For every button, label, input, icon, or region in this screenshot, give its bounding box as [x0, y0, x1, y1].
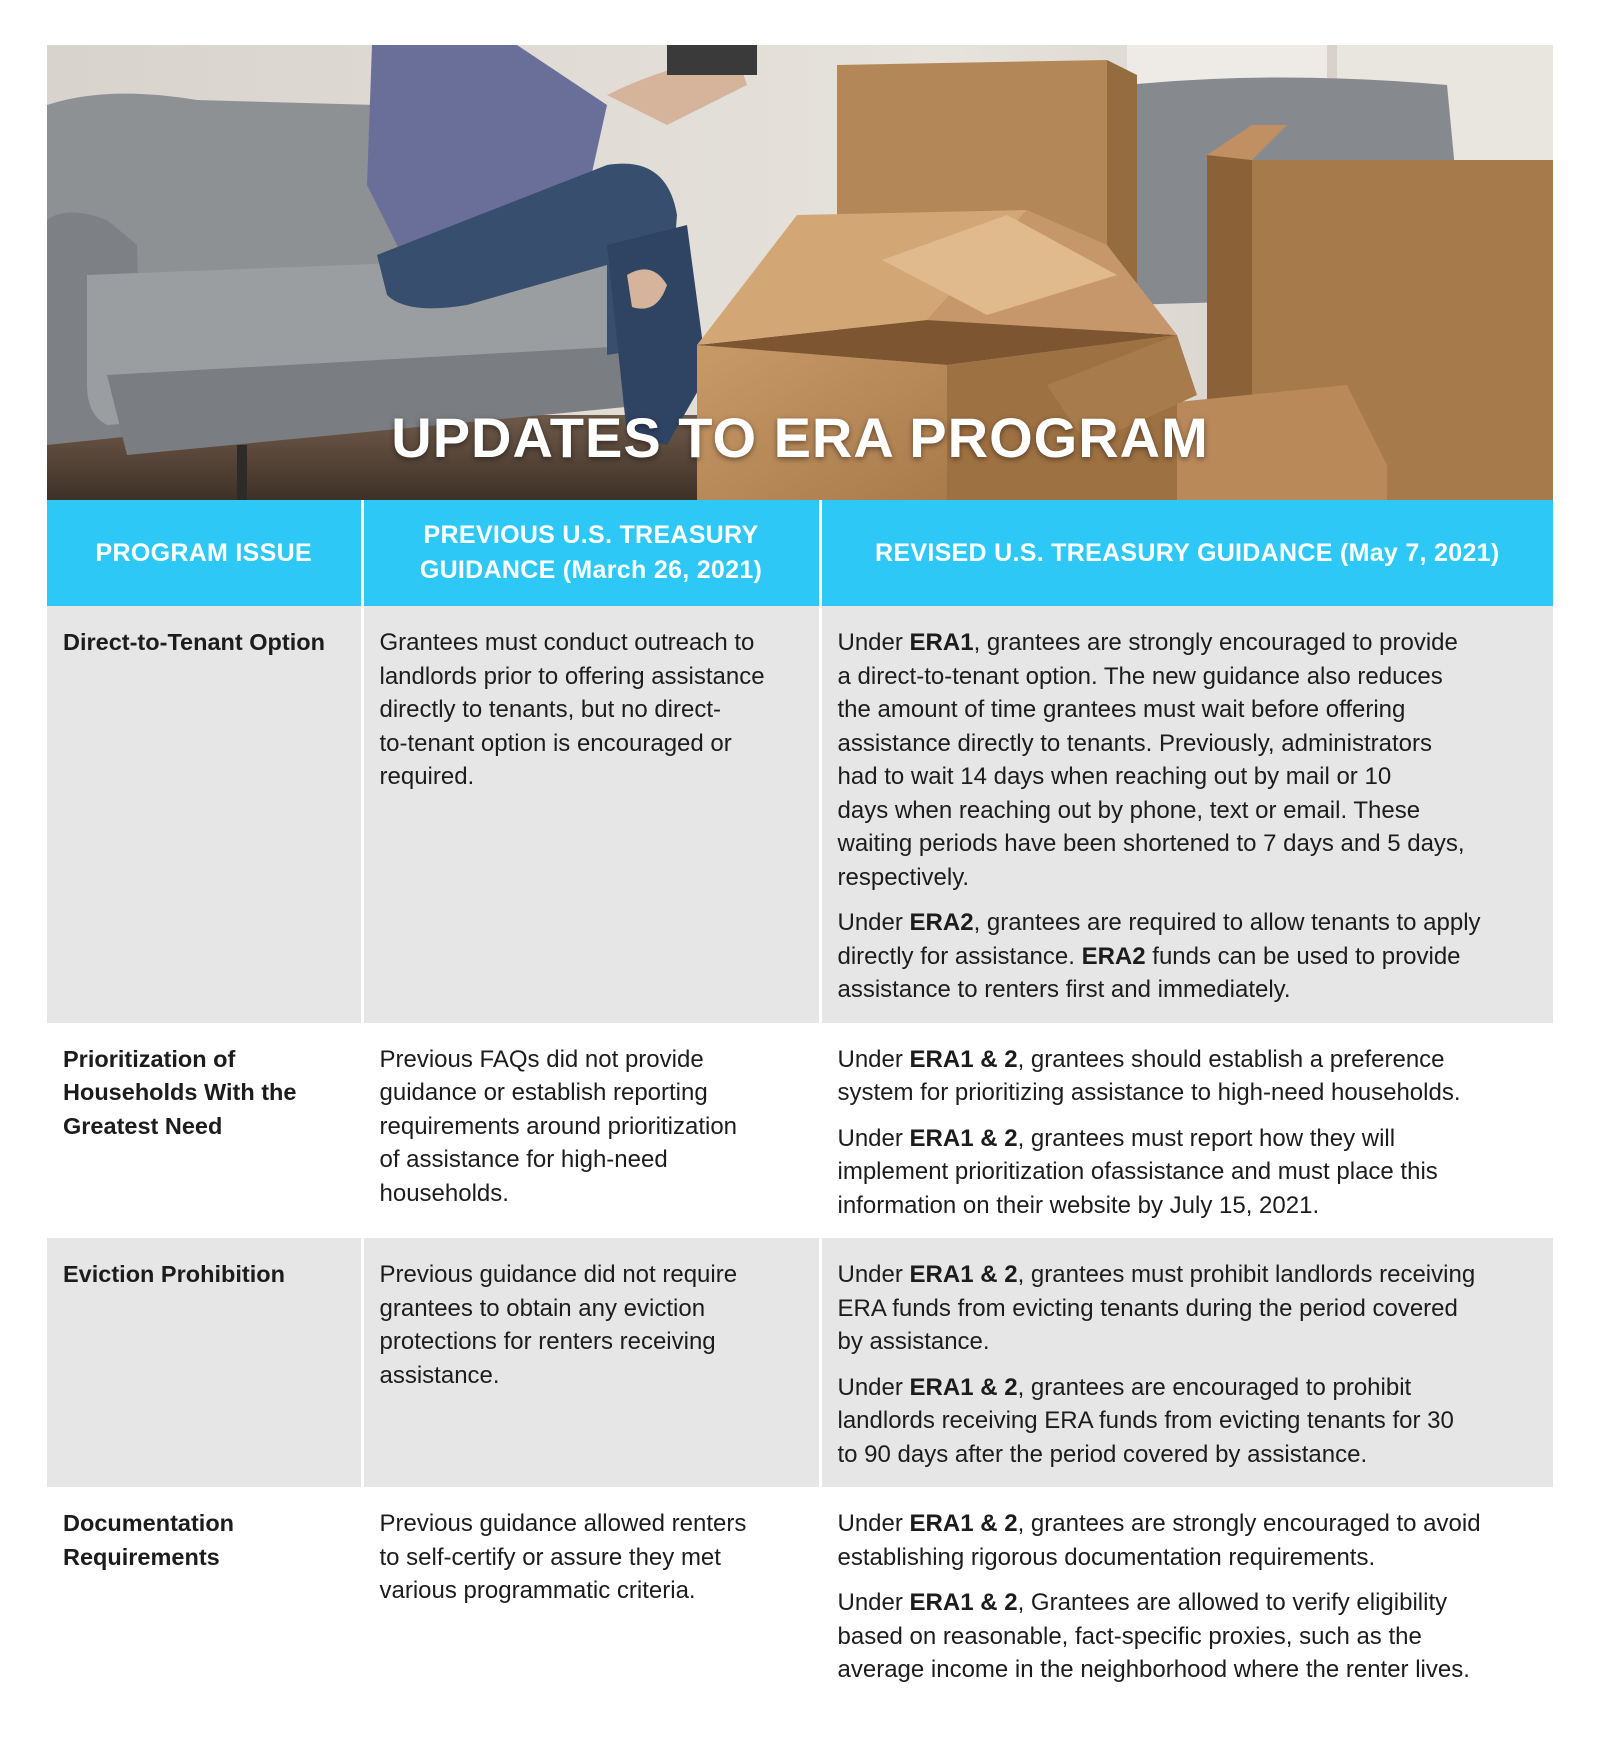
revised-guidance-cell [820, 1023, 1553, 1239]
program-name-emphasis: ERA2 [1081, 942, 1146, 970]
guidance-text: Under [837, 1124, 910, 1152]
previous-guidance-line: requirements around prioritization [379, 1112, 738, 1140]
guidance-text: to 90 days after the period covered by assistance. [837, 1440, 1368, 1468]
previous-guidance-line: guidance or establish reporting [379, 1079, 708, 1106]
guidance-text: had to wait 14 days when reaching out by mail or 10 [837, 763, 1392, 790]
revised-guidance-line [838, 794, 1538, 828]
guidance-text: waiting periods have been shortened to 7 days and 5 days, [837, 830, 1465, 857]
program-issue-line: Direct-to-Tenant Option [63, 629, 325, 655]
revised-guidance-line [838, 1076, 1538, 1110]
guidance-text: , grantees are strongly encouraged to provide [973, 629, 1458, 656]
guidance-text: a direct-to-tenant option. The new guidance also reduces [837, 662, 1443, 690]
header-line: GUIDANCE (March 26, 2021) [419, 556, 763, 584]
guidance-text: landlords receiving ERA funds from evicting tenants for 30 [837, 1407, 1454, 1434]
revised-guidance-paragraph [838, 1043, 1538, 1110]
revised-guidance-line [838, 626, 1538, 660]
revised-guidance-paragraph [838, 1258, 1538, 1359]
guidance-text: , grantees must prohibit landlords receiving [1017, 1261, 1476, 1288]
guidance-text: , grantees are strongly encouraged to avoid [1017, 1510, 1481, 1537]
program-issue-line: Greatest Need [63, 1112, 223, 1139]
program-issue-line: Documentation [63, 1510, 235, 1536]
revised-guidance-line [838, 693, 1538, 727]
previous-guidance-line: Previous FAQs did not provide [379, 1045, 704, 1073]
guidance-text: Under [837, 1261, 910, 1288]
revised-guidance-line [838, 1371, 1538, 1405]
page-title: UPDATES TO ERA PROGRAM [391, 406, 1209, 469]
table-row [47, 606, 1553, 1023]
guidance-text: Under [837, 1589, 910, 1616]
program-issue-cell [47, 1487, 362, 1707]
guidance-text: assistance to renters first and immediately. [837, 976, 1291, 1003]
guidance-text: Under [837, 1373, 910, 1401]
revised-guidance-paragraph [838, 1371, 1538, 1472]
guidance-text: Under [837, 1510, 910, 1537]
previous-guidance-line: protections for renters receiving [379, 1328, 716, 1355]
table-row [47, 1238, 1553, 1487]
revised-guidance-paragraph [838, 1586, 1538, 1687]
header-line: REVISED U.S. TREASURY GUIDANCE (May 7, 2021) [875, 538, 1500, 567]
previous-guidance-line: assistance. [379, 1361, 500, 1389]
program-name-emphasis: ERA1 [909, 629, 974, 656]
revised-guidance-cell [820, 1487, 1553, 1707]
program-name-emphasis: ERA1 & 2 [909, 1045, 1018, 1073]
guidance-text: the amount of time grantees must wait before offering [837, 696, 1406, 723]
revised-guidance-line [838, 1258, 1538, 1292]
previous-guidance-line: Grantees must conduct outreach to [379, 629, 755, 656]
revised-guidance-line [838, 1586, 1538, 1620]
previous-guidance-line: grantees to obtain any eviction [379, 1294, 706, 1322]
program-name-emphasis: ERA1 & 2 [909, 1261, 1018, 1288]
previous-guidance-cell [362, 1238, 820, 1487]
guidance-text: Under [837, 909, 910, 936]
program-issue-cell [47, 606, 362, 1023]
program-name-emphasis: ERA1 & 2 [909, 1373, 1018, 1401]
revised-guidance-cell [820, 1238, 1553, 1487]
previous-guidance-cell [362, 606, 820, 1023]
guidance-text: days when reaching out by phone, text or email. These [837, 796, 1421, 824]
revised-guidance-paragraph [838, 1122, 1538, 1223]
revised-guidance-line [838, 940, 1538, 974]
guidance-text: Under [837, 1045, 910, 1073]
guidance-text: Under [837, 629, 910, 656]
guidance-text: system for prioritizing assistance to high-need households. [837, 1079, 1461, 1106]
guidance-text: ERA funds from evicting tenants during the period covered [837, 1294, 1458, 1322]
revised-guidance-line [838, 1292, 1538, 1326]
revised-guidance-line [838, 660, 1538, 694]
header-line: PROGRAM ISSUE [95, 538, 312, 567]
era-guidance-table [47, 500, 1553, 1707]
guidance-text: , grantees are encouraged to prohibit [1017, 1373, 1412, 1401]
program-issue-line: Eviction Prohibition [63, 1261, 285, 1287]
previous-guidance-line: Previous guidance did not require [379, 1261, 738, 1288]
revised-guidance-line [838, 906, 1538, 940]
revised-guidance-line [838, 827, 1538, 861]
revised-guidance-line [838, 1404, 1538, 1438]
program-issue-cell [47, 1238, 362, 1487]
table-row [47, 1487, 1553, 1707]
revised-guidance-line [838, 861, 1538, 895]
revised-guidance-line [838, 1325, 1538, 1359]
previous-guidance-cell [362, 1023, 820, 1239]
header-line: PREVIOUS U.S. TREASURY [423, 521, 759, 549]
revised-guidance-line [838, 1620, 1538, 1654]
revised-guidance-line [838, 1155, 1538, 1189]
hero-banner [47, 45, 1553, 500]
revised-guidance-cell [820, 606, 1553, 1023]
guidance-text: , Grantees are allowed to verify eligibility [1017, 1589, 1448, 1616]
previous-guidance-line: Previous guidance allowed renters [379, 1510, 747, 1537]
revised-guidance-line [838, 727, 1538, 761]
program-issue-cell [47, 1023, 362, 1239]
program-name-emphasis: ERA1 & 2 [909, 1510, 1018, 1537]
program-issue-line: Prioritization of [63, 1045, 236, 1072]
previous-guidance-line: of assistance for high-need [379, 1146, 668, 1173]
revised-guidance-paragraph [838, 1507, 1538, 1574]
revised-guidance-line [838, 1189, 1538, 1223]
guidance-text: , grantees are required to allow tenants to apply [973, 909, 1481, 936]
previous-guidance-line: households. [379, 1179, 509, 1207]
guidance-text: based on reasonable, fact-specific proxies, such as the [837, 1622, 1422, 1650]
guidance-text: implement prioritization ofassistance and must place this [837, 1158, 1438, 1185]
revised-guidance-paragraph [838, 906, 1538, 1007]
revised-guidance-line [838, 1438, 1538, 1472]
guidance-text: assistance directly to tenants. Previously, administrators [837, 729, 1432, 757]
revised-guidance-line [838, 1507, 1538, 1541]
previous-guidance-line: required. [379, 763, 475, 790]
table-body [47, 606, 1553, 1707]
previous-guidance-line: to-tenant option is encouraged or [379, 729, 732, 757]
guidance-text: information on their website by July 15, 2021. [837, 1191, 1320, 1219]
revised-guidance-line [838, 1122, 1538, 1156]
header-program-issue [47, 500, 362, 606]
header-revised-guidance [820, 500, 1553, 606]
guidance-text: funds can be used to provide [1145, 942, 1461, 970]
previous-guidance-cell [362, 1487, 820, 1707]
guidance-text: establishing rigorous documentation requirements. [837, 1543, 1376, 1571]
guidance-text: respectively. [837, 863, 970, 891]
guidance-text: directly for assistance. [837, 942, 1082, 970]
guidance-text: by assistance. [837, 1328, 990, 1355]
previous-guidance-line: landlords prior to offering assistance [379, 662, 765, 690]
revised-guidance-paragraph [838, 626, 1538, 894]
program-issue-line: Requirements [63, 1543, 220, 1570]
guidance-text: , grantees should establish a preference [1017, 1045, 1445, 1073]
previous-guidance-line: to self-certify or assure they met [379, 1543, 721, 1571]
table-header [47, 500, 1553, 606]
guidance-text: average income in the neighborhood where the renter lives. [837, 1656, 1470, 1683]
revised-guidance-line [838, 760, 1538, 794]
program-issue-line: Households With the [63, 1079, 297, 1105]
previous-guidance-line: various programmatic criteria. [379, 1577, 696, 1604]
program-name-emphasis: ERA1 & 2 [909, 1124, 1018, 1152]
guidance-text: , grantees must report how they will [1017, 1124, 1396, 1152]
header-previous-guidance [362, 500, 820, 606]
program-name-emphasis: ERA2 [909, 909, 974, 936]
previous-guidance-line: directly to tenants, but no direct- [379, 696, 722, 723]
revised-guidance-line [838, 973, 1538, 1007]
program-name-emphasis: ERA1 & 2 [909, 1589, 1018, 1616]
table-row [47, 1023, 1553, 1239]
revised-guidance-line [838, 1653, 1538, 1687]
revised-guidance-line [838, 1541, 1538, 1575]
revised-guidance-line [838, 1043, 1538, 1077]
